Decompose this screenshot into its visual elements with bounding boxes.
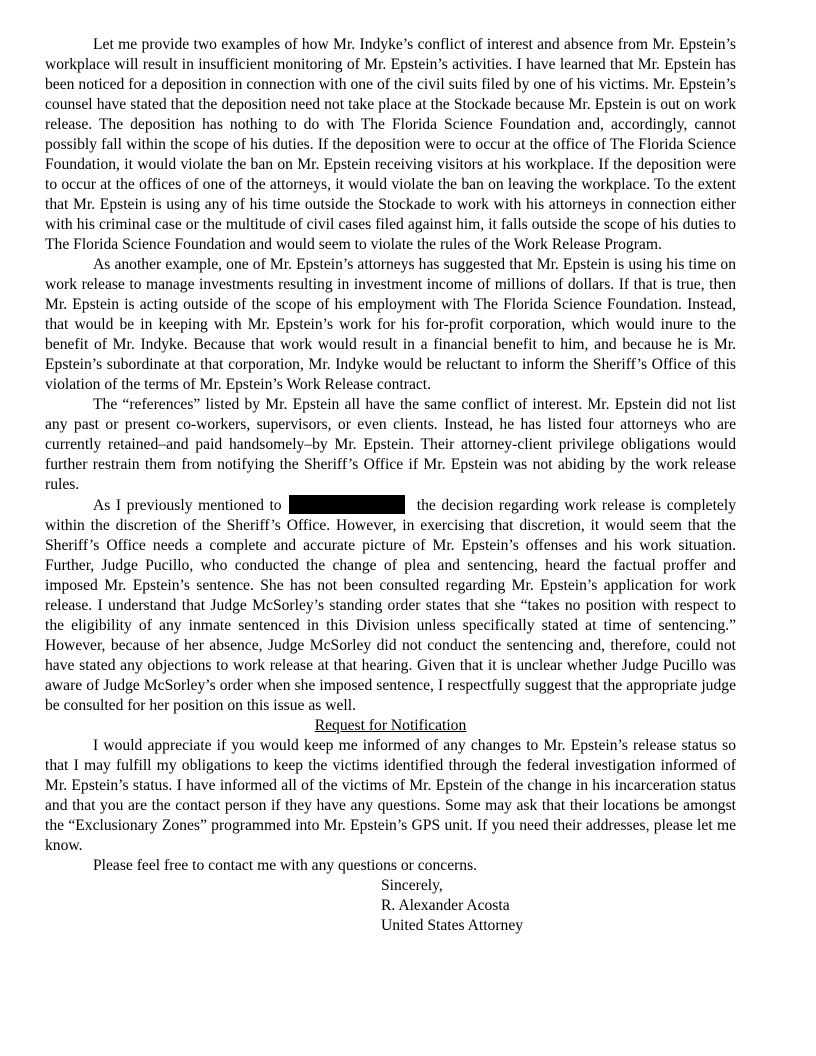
valediction: Sincerely, [381,877,443,894]
signature-block [45,876,736,936]
paragraph-notification-request: I would appreciate if you would keep me informed of any changes to Mr. Epstein’s release status so that I may fulfill my obligations to keep the victims identified through the federal investigation informed of Mr. Epstein’s status. I have informed all of the victims of Mr. Epstein of the change in his incarceration status and that you are the contact person if they have any questions. Some may ask that their locations be amongst the “Exclusionary Zones” programmed into Mr. Epstein’s GPS unit. If you need their addresses, please let me know. [45,737,736,854]
paragraph-4-rest: the decision regarding work release is completely within the discretion of the Sheriff’s Office. However, in exercising that discretion, it would seem that the Sheriff’s Office needs a complete and accurate picture of Mr. Epstein’s offenses and his work situation. Further, Judge Pucillo, who conducted the change of plea and sentencing, heard the factual proffer and imposed Mr. Epstein’s sentence. She has not been consulted regarding Mr. Epstein’s application for work release. I understand that Judge McSorley’s standing order states that she “takes no position with respect to the eligibility of any inmate sentenced in this Division unless specifically stated at time of sentencing.” However, because of her absence, Judge McSorley did not conduct the sentencing and, therefore, could not have stated any objections to work release at that hearing. Given that it is unclear whether Judge Pucillo was aware of Judge McSorley’s order when she imposed sentence, I respectfully suggest that the appropriate judge be consulted for her position on this issue as well. [45,497,736,714]
redaction-block [289,495,405,514]
paragraph-references: The “references” listed by Mr. Epstein all have the same conflict of interest. Mr. Epstein did not list any past or present co-workers, supervisors, or even clients. Instead, he has listed four attorneys who are currently retained–and paid handsomely–by Mr. Epstein. Their attorney-client privilege obligations would further restrain them from notifying the Sheriff’s Office if Mr. Epstein was not abiding by the work release rules. [45,396,736,493]
signer-title: United States Attorney [381,917,524,934]
paragraph-investment-example: As another example, one of Mr. Epstein’s attorneys has suggested that Mr. Epstein is using his time on work release to manage investments resulting in investment income of millions of dollars. If that is true, then Mr. Epstein is acting outside of the scope of his employment with The Florida Science Foundation. Instead, that would be in keeping with Mr. Epstein’s work for his for-profit corporation, which would inure to the benefit of Mr. Indyke. Because that work would result in a financial benefit to him, and because he is Mr. Epstein’s subordinate at that corporation, Mr. Indyke would be reluctant to inform the Sheriff’s Office of this violation of the terms of Mr. Epstein’s Work Release contract. [45,256,736,393]
letter-page [45,35,736,936]
paragraph-4-start: As I previously mentioned to [93,497,282,514]
section-heading: Request for Notification [314,717,467,734]
paragraph-contact: Please feel free to contact me with any questions or concerns. [93,857,478,874]
signer-name: R. Alexander Acosta [381,897,510,914]
paragraph-judicial-discretion [45,495,736,716]
paragraph-deposition-example: Let me provide two examples of how Mr. Indyke’s conflict of interest and absence from Mr. Epstein’s workplace will result in insufficient monitoring of Mr. Epstein’s activities. I have learned that Mr. Epstein has been noticed for a deposition in connection with one of the civil suits filed by one of his victims. Mr. Epstein’s counsel have stated that the deposition need not take place at the Stockade because Mr. Epstein is out on work release. The deposition has nothing to do with The Florida Science Foundation and, accordingly, cannot possibly fall within the scope of his duties. If the deposition were to occur at the office of The Florida Science Foundation, it would violate the ban on Mr. Epstein receiving visitors at his workplace. If the deposition were to occur at the offices of one of the attorneys, it would violate the ban on leaving the workplace. To the extent that Mr. Epstein is using any of his time outside the Stockade to work with his attorneys in connection either with his criminal case or the multitude of civil cases filed against him, it falls outside the scope of his duties to The Florida Science Foundation and would seem to violate the rules of the Work Release Program. [45,36,736,253]
